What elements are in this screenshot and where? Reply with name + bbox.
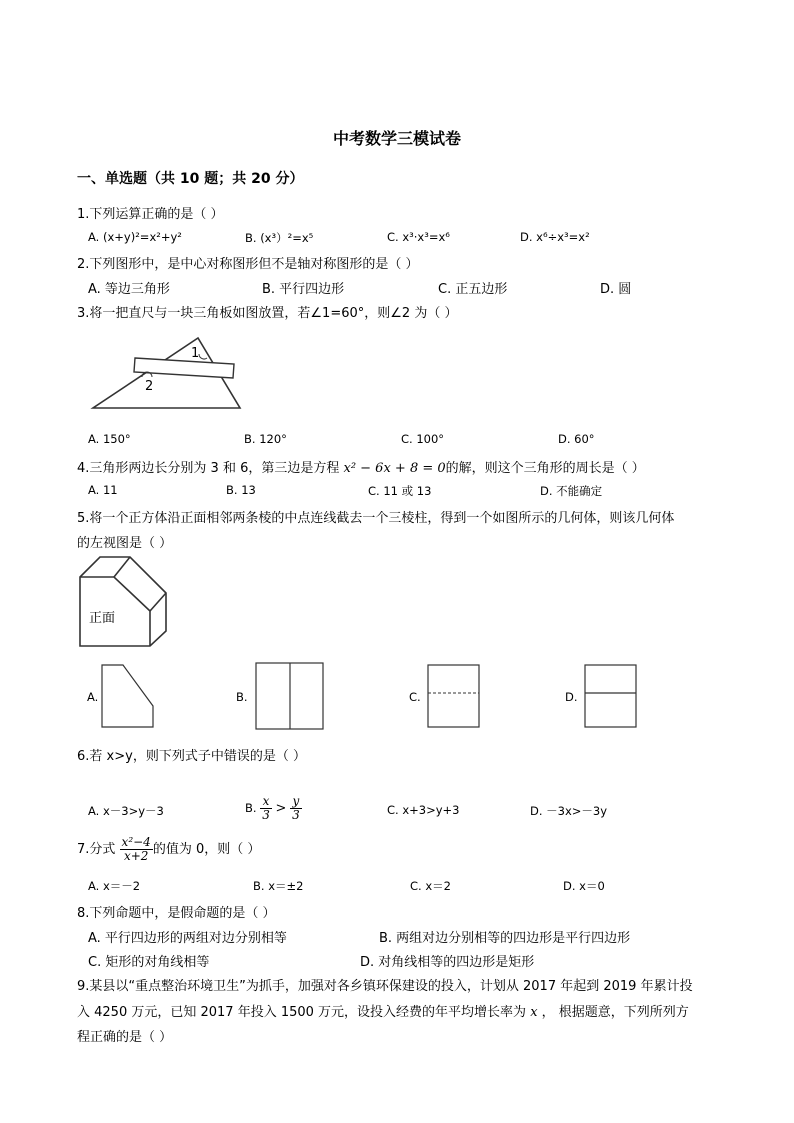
q9-line-2-suffix: ， 根据题意，下列所列方: [541, 1005, 689, 1020]
q5-option-d-figure: [584, 664, 638, 728]
q4-option-c: C. 11 或 13: [368, 484, 432, 498]
q4-option-b: B. 13: [226, 483, 256, 497]
q3-option-b: B. 120°: [244, 432, 287, 446]
question-5-stem-line-2: 的左视图是（ ）: [77, 536, 173, 551]
question-2-stem: 2.下列图形中，是中心对称图形但不是轴对称图形的是（ ）: [77, 257, 419, 272]
q6-option-d: D. －3x>－3y: [530, 804, 608, 818]
q6-option-b-fraction-y: $\frac{y}{3}$: [292, 794, 300, 822]
q8-option-a: A. 平行四边形的两组对边分别相等: [88, 931, 287, 946]
q3-option-d: D. 60°: [558, 432, 595, 446]
question-4-stem: [77, 457, 645, 476]
q1-option-d: D. x⁶÷x³=x²: [520, 230, 590, 244]
question-1-stem: 1.下列运算正确的是（ ）: [77, 207, 224, 222]
q5-option-c-figure: [427, 664, 481, 728]
q6-option-b-fraction-x: $\frac{x}{3}$: [262, 794, 270, 822]
q4-stem-prefix: 4.三角形两边长分别为 3 和 6，第三边是方程: [77, 461, 344, 476]
q6-option-b-label: B.: [245, 801, 257, 815]
question-7-stem: [77, 836, 260, 863]
q5-option-c: C.: [409, 690, 421, 704]
q9-variable-x: x: [530, 1005, 538, 1020]
q7-option-a: A. x＝－2: [88, 879, 141, 893]
q4-equation: x² − 6x + 8 = 0: [343, 461, 446, 476]
q6-option-b-operator: >: [275, 801, 287, 816]
q3-angle-1-label: 1: [191, 346, 200, 361]
q9-line-2-prefix: 入 4250 万元，已知 2017 年投入 1500 万元，设投入经费的年平均增长率为: [77, 1005, 527, 1020]
q4-option-a: A. 11: [88, 483, 118, 497]
q7-option-d: D. x＝0: [563, 879, 605, 893]
q7-stem-suffix: 的值为 0，则（ ）: [152, 842, 261, 857]
page-title: 中考数学三模试卷: [332, 129, 461, 148]
section-heading: 一、单选题（共 10 题；共 20 分）: [77, 171, 304, 187]
q3-option-a: A. 150°: [88, 432, 131, 446]
q5-option-d: D.: [565, 690, 578, 704]
q1-option-b: B. (x³）²=x⁵: [245, 231, 314, 245]
q5-option-a: A.: [87, 690, 99, 704]
q4-stem-suffix: 的解，则这个三角形的周长是（ ）: [445, 461, 645, 476]
q7-option-b: B. x＝±2: [253, 879, 304, 893]
q3-angle-2-label: 2: [145, 379, 154, 394]
q2-option-d: D. 圆: [600, 282, 632, 297]
q8-option-c: C. 矩形的对角线相等: [88, 955, 210, 970]
q5-option-b-figure: [255, 662, 325, 730]
question-9-line-2: [77, 1001, 689, 1020]
q2-option-b: B. 平行四边形: [262, 282, 345, 297]
q2-option-a: A. 等边三角形: [88, 282, 170, 297]
q1-option-a: A. (x+y)²=x²+y²: [88, 230, 182, 244]
q4-option-d: D. 不能确定: [540, 484, 603, 498]
question-5-stem-line-1: 5.将一个正方体沿正面相邻两条棱的中点连线截去一个三棱柱，得到一个如图所示的几何体，则该几何体: [77, 511, 675, 526]
question-9-line-1: 9.某县以“重点整治环境卫生”为抓手，加强对各乡镇环保建设的投入，计划从 2017 年起到 2019 年累计投: [77, 979, 693, 994]
q6-option-b: [245, 795, 302, 822]
q8-option-b: B. 两组对边分别相等的四边形是平行四边形: [379, 931, 631, 946]
q1-option-c: C. x³·x³=x⁶: [387, 230, 450, 244]
q7-fraction: $\frac{\text{x²−4}}{x+2}$: [121, 835, 151, 863]
q6-option-a: A. x－3>y－3: [88, 804, 164, 818]
q5-solid-figure: [78, 555, 170, 650]
question-6-stem: 6.若 x>y，则下列式子中错误的是（ ）: [77, 749, 306, 764]
q6-option-c: C. x+3>y+3: [387, 803, 460, 817]
question-8-stem: 8.下列命题中，是假命题的是（ ）: [77, 906, 276, 921]
q3-ruler-triangle-figure: [90, 335, 250, 415]
question-9-line-3: 程正确的是（ ）: [77, 1030, 173, 1045]
q5-option-b: B.: [236, 690, 248, 704]
q5-option-a-figure: [101, 664, 155, 728]
question-3-stem: 3.将一把直尺与一块三角板如图放置，若∠1=60°，则∠2 为（ ）: [77, 306, 458, 321]
q3-option-c: C. 100°: [401, 432, 445, 446]
q7-stem-prefix: 7.分式: [77, 842, 116, 857]
q8-option-d: D. 对角线相等的四边形是矩形: [360, 955, 535, 970]
q5-front-label: 正面: [89, 611, 116, 626]
q7-option-c: C. x＝2: [410, 879, 451, 893]
q2-option-c: C. 正五边形: [438, 282, 508, 297]
